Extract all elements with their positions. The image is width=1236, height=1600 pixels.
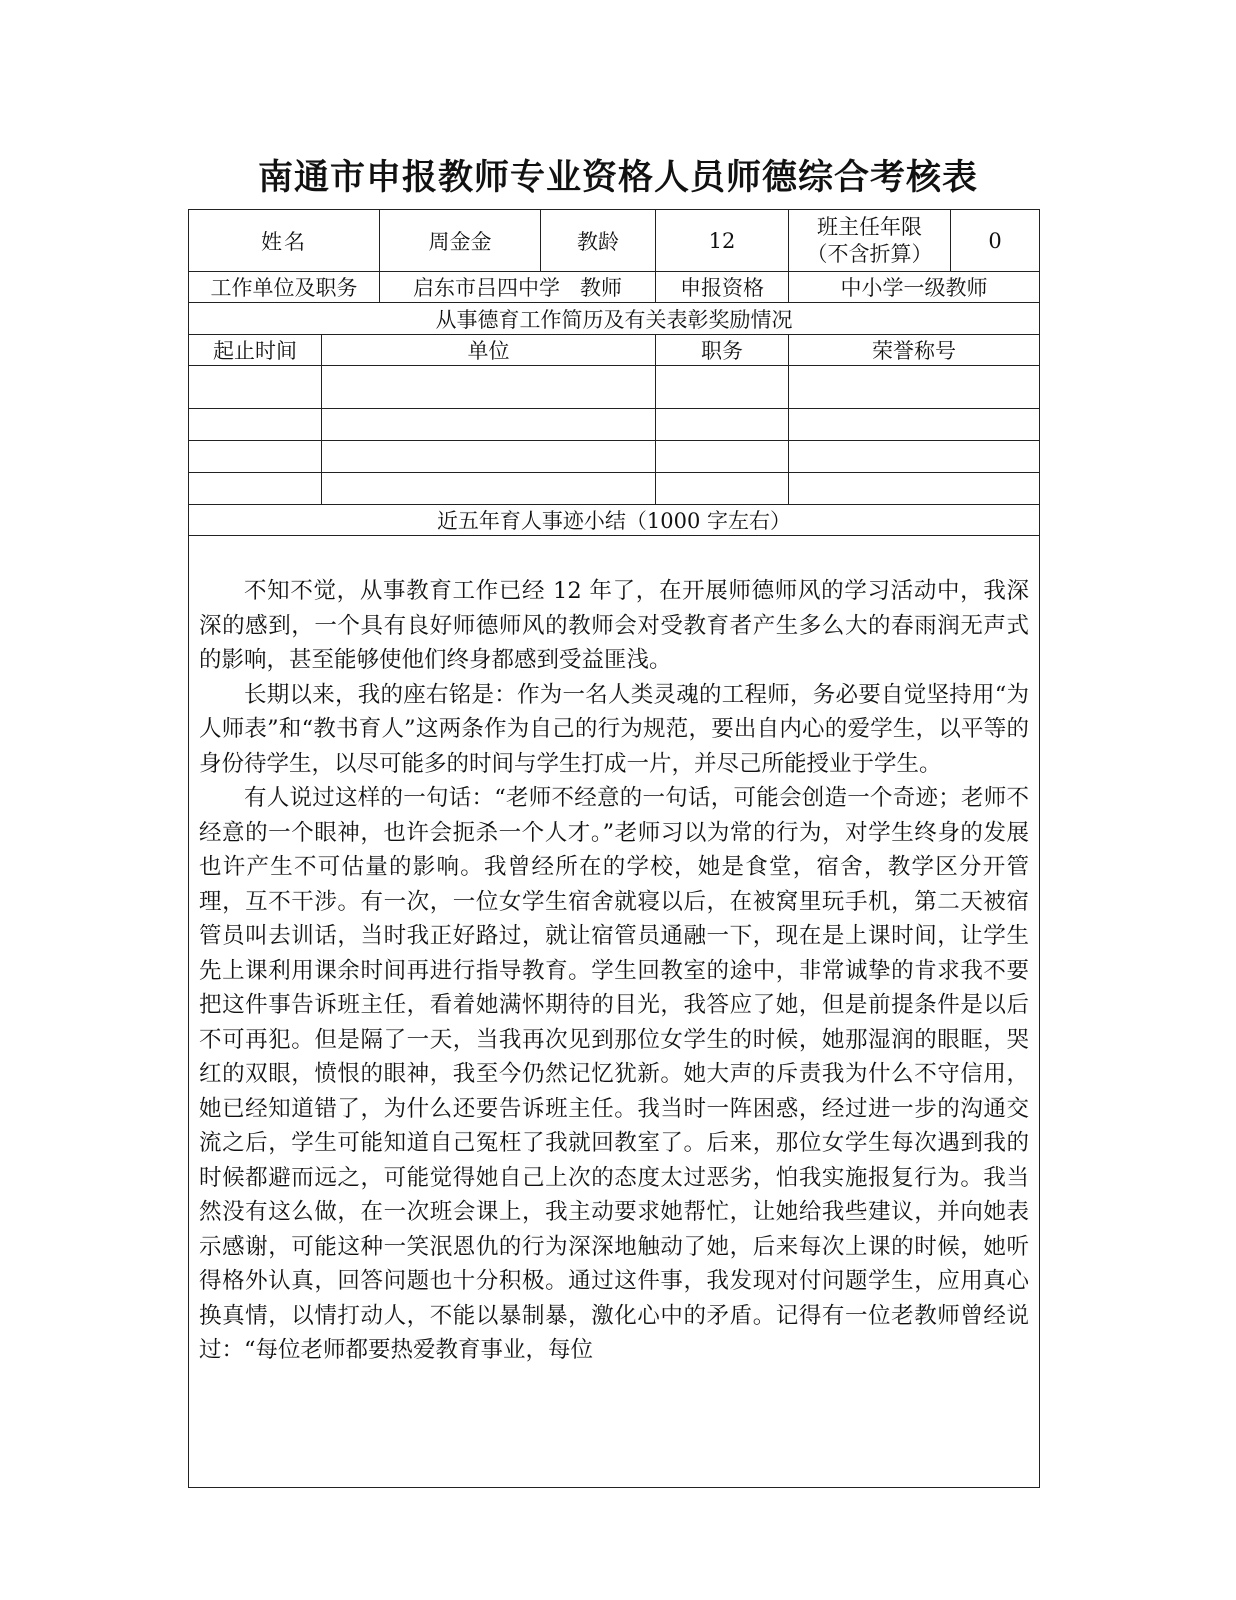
history-cell (789, 473, 1040, 505)
history-cell (656, 366, 789, 409)
history-header-row (189, 335, 1040, 366)
history-column-unit: 单位 (322, 335, 656, 366)
unit-duty-label: 工作单位及职务 (189, 272, 380, 303)
history-column-period: 起止时间 (189, 335, 322, 366)
qualification-value: 中小学一级教师 (789, 272, 1040, 303)
history-cell (189, 473, 322, 505)
history-cell (656, 473, 789, 505)
summary-section-title: 近五年育人事迹小结（1000 字左右） (189, 505, 1040, 536)
teaching-age-value: 12 (656, 210, 789, 272)
summary-section-row (189, 505, 1040, 536)
summary-paragraph: 不知不觉，从事教育工作已经 12 年了，在开展师德师风的学习活动中，我深深的感到，一个具有良好师德师风的教师会对受教育者产生多么大的春雨润无声式的影响，甚至能够使他们终身都感到受益匪浅。 (199, 578, 1029, 673)
name-value: 周金金 (380, 210, 541, 272)
unit-row (189, 272, 1040, 303)
history-cell (322, 366, 656, 409)
name-label: 姓名 (189, 210, 380, 272)
page-title: 南通市申报教师专业资格人员师德综合考核表 (257, 158, 978, 198)
summary-body (189, 536, 1040, 1488)
unit-duty-value: 启东市吕四中学 教师 (380, 272, 656, 303)
history-cell (322, 473, 656, 505)
head-teacher-years-value: 0 (951, 210, 1040, 272)
history-row (189, 441, 1040, 473)
history-cell (322, 409, 656, 441)
history-cell (789, 441, 1040, 473)
teaching-age-label: 教龄 (541, 210, 656, 272)
history-cell (189, 366, 322, 409)
history-column-duty: 职务 (656, 335, 789, 366)
basic-info-row (189, 210, 1040, 272)
summary-paragraph: 长期以来，我的座右铭是：作为一名人类灵魂的工程师，务必要自觉坚持用“为人师表”和“教书育人”这两条作为自己的行为规范，要出自内心的爱学生，以平等的身份待学生，以尽可能多的时间与学生打成一片，并尽己所能授业于学生。 (199, 681, 1029, 777)
head-teacher-years-label-line1: 班主任年限 (817, 214, 922, 239)
history-section-title: 从事德育工作简历及有关表彰奖励情况 (189, 303, 1040, 335)
head-teacher-years-label-line2: （不含折算） (806, 241, 933, 266)
history-column-honor: 荣誉称号 (789, 335, 1040, 366)
head-teacher-years-label (789, 210, 951, 272)
history-section-row (189, 303, 1040, 335)
history-cell (189, 441, 322, 473)
summary-row (189, 536, 1040, 1488)
history-cell (656, 441, 789, 473)
qualification-label: 申报资格 (656, 272, 789, 303)
history-cell (656, 409, 789, 441)
assessment-form-table (188, 209, 1040, 1488)
history-row (189, 366, 1040, 409)
history-row (189, 473, 1040, 505)
summary-paragraph: 有人说过这样的一句话：“老师不经意的一句话，可能会创造一个奇迹；老师不经意的一个眼神，也许会扼杀一个人才。”老师习以为常的行为，对学生终身的发展也许产生不可估量的影响。我曾经所在的学校，她是食堂，宿舍，教学区分开管理，互不干涉。有一次，一位女学生宿舍就寝以后，在被窝里玩手机，第二天被宿管员叫去训话，当时我正好路过，就让宿管员通融一下，现在是上课时间，让学生先上课利用课余时间再进行指导教育。学生回教室的途中，非常诚挚的肯求我不要把这件事告诉班主任，看着她满怀期待的目光，我答应了她，但是前提条件是以后不可再犯。但是隔了一天，当我再次见到那位女学生的时候，她那湿润的眼眶，哭红的双眼，愤恨的眼神，我至今仍然记忆犹新。她大声的斥责我为什么不守信用，她已经知道错了，为什么还要告诉班主任。我当时一阵困惑，经过进一步的沟通交流之后，学生可能知道自己冤枉了我就回教室了。后来，那位女学生每次遇到我的时候都避而远之，可能觉得她自己上次的态度太过恶劣，怕我实施报复行为。我当然没有这么做，在一次班会课上，我主动要求她帮忙，让她给我些建议，并向她表示感谢，可能这种一笑泯恩仇的行为深深地触动了她，后来每次上课的时候，她听得格外认真，回答问题也十分积极。通过这件事，我发现对付问题学生，应用真心换真情，以情打动人，不能以暴制暴，激化心中的矛盾。记得有一位老教师曾经说过：“每位老师都要热爱教育事业，每位 (199, 785, 1029, 1363)
history-cell (322, 441, 656, 473)
history-cell (789, 366, 1040, 409)
history-row (189, 409, 1040, 441)
history-cell (789, 409, 1040, 441)
history-cell (189, 409, 322, 441)
